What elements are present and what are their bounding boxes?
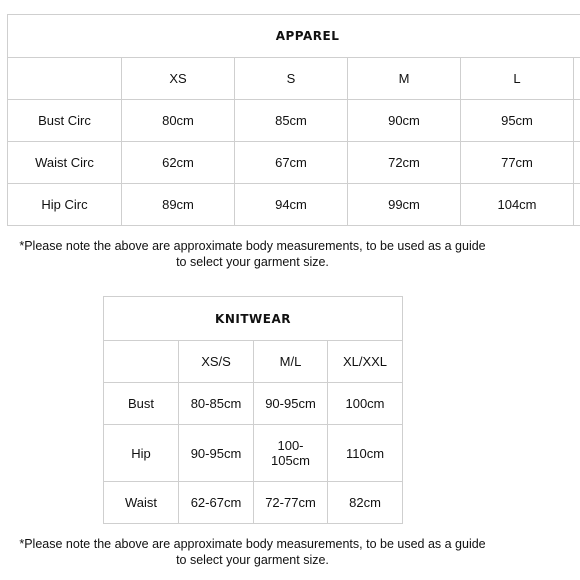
table-cell: 100cm — [328, 383, 403, 425]
table-cell: 104cm — [461, 184, 574, 226]
table-cell: 62-67cm — [179, 482, 254, 524]
table-row — [8, 184, 580, 226]
row-label: Waist — [104, 482, 179, 524]
table-cell: 72cm — [348, 142, 461, 184]
size-header: S — [235, 58, 348, 100]
size-header-row — [8, 58, 580, 100]
table-cell: 94cm — [235, 184, 348, 226]
table-row — [104, 482, 403, 524]
row-label: Hip Circ — [8, 184, 122, 226]
knitwear-title: KNITWEAR — [104, 297, 403, 341]
table-cell: 82cm — [328, 482, 403, 524]
table-row — [8, 100, 580, 142]
row-label: Bust — [104, 383, 179, 425]
wrapped-value: 100-105cm — [270, 438, 311, 468]
note-line: to select your garment size. — [176, 553, 329, 567]
table-title-row — [104, 297, 403, 341]
table-cell: 80cm — [122, 100, 235, 142]
empty-header-cell — [8, 58, 122, 100]
table-cell: 89cm — [122, 184, 235, 226]
empty-cell — [574, 184, 580, 226]
empty-cell — [574, 58, 580, 100]
table-cell: 62cm — [122, 142, 235, 184]
empty-cell — [574, 142, 580, 184]
apparel-note — [0, 238, 505, 270]
size-header-row — [104, 341, 403, 383]
empty-cell — [574, 100, 580, 142]
size-header: XS/S — [179, 341, 254, 383]
table-cell — [254, 425, 328, 482]
table-cell: 67cm — [235, 142, 348, 184]
table-row — [8, 142, 580, 184]
table-cell: 90-95cm — [179, 425, 254, 482]
table-cell: 90cm — [348, 100, 461, 142]
note-line: *Please note the above are approximate body measurements, to be used as a guide — [19, 239, 486, 253]
table-cell: 80-85cm — [179, 383, 254, 425]
table-row — [104, 425, 403, 482]
apparel-title: APPAREL — [8, 15, 580, 58]
size-header: XL/XXL — [328, 341, 403, 383]
table-cell: 90-95cm — [254, 383, 328, 425]
knitwear-note — [0, 536, 505, 568]
table-title-row — [8, 15, 580, 58]
apparel-size-table — [7, 14, 580, 226]
row-label: Bust Circ — [8, 100, 122, 142]
table-cell: 85cm — [235, 100, 348, 142]
note-line: to select your garment size. — [176, 255, 329, 269]
size-header: L — [461, 58, 574, 100]
table-cell: 72-77cm — [254, 482, 328, 524]
row-label: Hip — [104, 425, 179, 482]
table-cell: 99cm — [348, 184, 461, 226]
size-header: M/L — [254, 341, 328, 383]
size-header: M — [348, 58, 461, 100]
row-label: Waist Circ — [8, 142, 122, 184]
table-row — [104, 383, 403, 425]
knitwear-size-table — [103, 296, 403, 524]
table-cell: 110cm — [328, 425, 403, 482]
empty-header-cell — [104, 341, 179, 383]
note-line: *Please note the above are approximate body measurements, to be used as a guide — [19, 537, 486, 551]
size-header: XS — [122, 58, 235, 100]
table-cell: 95cm — [461, 100, 574, 142]
table-cell: 77cm — [461, 142, 574, 184]
